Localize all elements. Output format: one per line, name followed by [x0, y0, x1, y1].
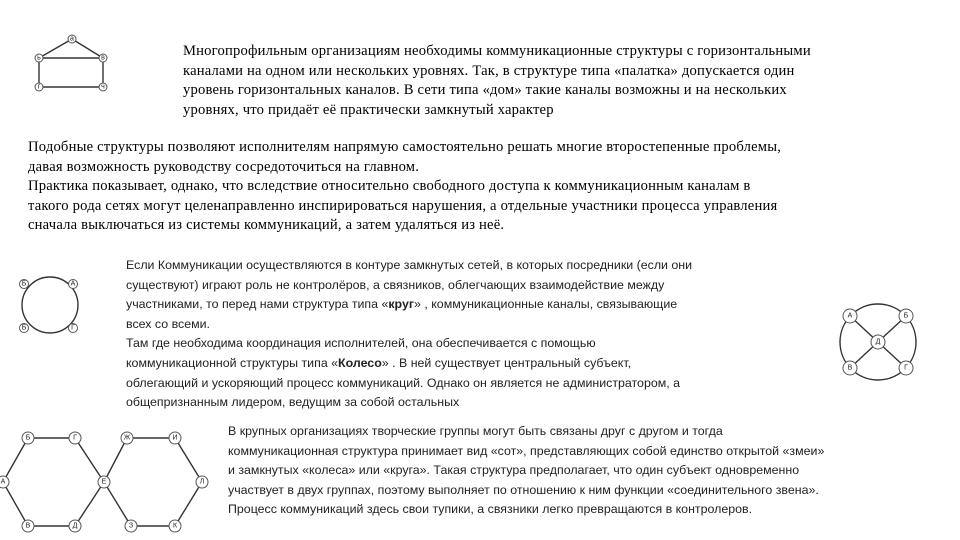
wheel-node-label: Б: [903, 312, 909, 320]
text-line: давая возможность руководству сосредоточиться на главном.: [28, 158, 420, 175]
text-line: участниками, то перед нами структура типа «круг» , коммуникационные каналы, связывающие: [126, 297, 678, 312]
wheel-structure-diagram: [828, 296, 928, 388]
honeycomb-node-label: А: [0, 478, 6, 486]
honeycomb-node-label: Г: [73, 434, 77, 442]
honeycomb-node-label: Л: [199, 478, 205, 486]
text-line: всех со всеми.: [126, 316, 210, 331]
honeycomb-node-label: З: [128, 522, 134, 530]
text-line: Там где необходима координация исполнителей, она обеспечивается с помощью: [126, 336, 596, 351]
paragraph-practice: [28, 138, 781, 236]
house-node-label: ь: [37, 54, 41, 62]
wheel-node-label: В: [847, 364, 853, 372]
wheel-node-label: Д: [875, 338, 881, 346]
house-node-label: г: [37, 83, 41, 91]
text-line: участвует в двух группах, поэтому выполняет по отношению к ним функции «соединительного звена».: [228, 482, 819, 497]
honeycomb-node-label: Б: [25, 434, 31, 442]
paragraph-multiprofile: [183, 42, 811, 120]
house-node-label: а: [70, 35, 74, 43]
text-line: Процесс коммуникаций здесь свои тупики, а связники легко превращаются в контролеров.: [228, 502, 753, 517]
text-line: существуют) играют роль не контролёров, а связников, облегчающих взаимодействие между: [126, 277, 665, 292]
house-node-label: ч: [101, 83, 105, 91]
honeycomb-node-label: К: [172, 522, 178, 530]
house-structure-diagram: [22, 28, 122, 108]
circle-node-label: Б: [21, 324, 27, 332]
circle-node-label: Б: [21, 280, 27, 288]
text-line: уровень горизонтальных каналов. В сети типа «дом» такие каналы возможны и на нескольких: [183, 82, 787, 98]
honeycomb-structure-diagram: [0, 426, 212, 540]
honeycomb-node-label: Д: [72, 522, 78, 530]
paragraph-circle-wheel: [126, 256, 692, 413]
honeycomb-node-label: И: [172, 434, 178, 442]
text-line: каналами на одном или нескольких уровнях. Так, в структуре типа «палатка» допускается один: [183, 62, 795, 79]
wheel-node-label: А: [847, 312, 853, 320]
text-line: Подобные структуры позволяют исполнителям напрямую самостоятельно решать многие второстепенные проблемы,: [28, 139, 782, 155]
text-line: и замкнутых «колеса» или «круга». Такая структура предполагает, что один субъект одновременно: [228, 463, 800, 478]
text-line: облегающий и ускоряющий процесс коммуникаций. Однако он является не администратором, а: [126, 375, 681, 390]
circle-structure-diagram: [10, 270, 90, 340]
term-circle: круг: [388, 297, 415, 312]
paragraph-honeycomb: [228, 422, 824, 520]
circle-node-label: А: [70, 280, 76, 288]
text-line: сначала выключаться из системы коммуникаций, а затем удаляться из неё.: [28, 217, 505, 233]
honeycomb-node-label: Ж: [123, 434, 131, 442]
circle-node-label: Г: [71, 324, 75, 332]
text-line: Если Коммуникации осуществляются в контуре замкнутых сетей, в которых посредники (если они: [126, 258, 693, 272]
house-node-label: в: [101, 54, 105, 62]
text-line: Многопрофильным организациям необходимы коммуникационные структуры с горизонтальными: [183, 43, 811, 59]
text-line: такого рода сетях могут целенаправленно инспирироваться нарушения, а отдельные участники процесса управления: [28, 197, 778, 214]
text-line: коммуникационная структура принимает вид «сот», представляющих собой единство открытой «змеи»: [228, 443, 825, 458]
honeycomb-node-label: Е: [101, 478, 107, 486]
honeycomb-node-label: В: [25, 522, 31, 530]
text-line: В крупных организациях творческие группы могут быть связаны друг с другом и тогда: [228, 424, 723, 438]
text-line: общепризнанным лидером, ведущим за собой остальных: [126, 395, 460, 410]
wheel-node-label: Г: [904, 364, 908, 372]
term-wheel: Колесо: [338, 355, 382, 370]
text-line: уровнях, что придаёт её практически замкнутый характер: [183, 101, 554, 118]
text-line: коммуникационной структуры типа «Колесо» . В ней существует центральный субъект,: [126, 355, 632, 370]
text-line: Практика показывает, однако, что вследствие относительно свободного доступа к коммуникационным каналам в: [28, 178, 751, 194]
